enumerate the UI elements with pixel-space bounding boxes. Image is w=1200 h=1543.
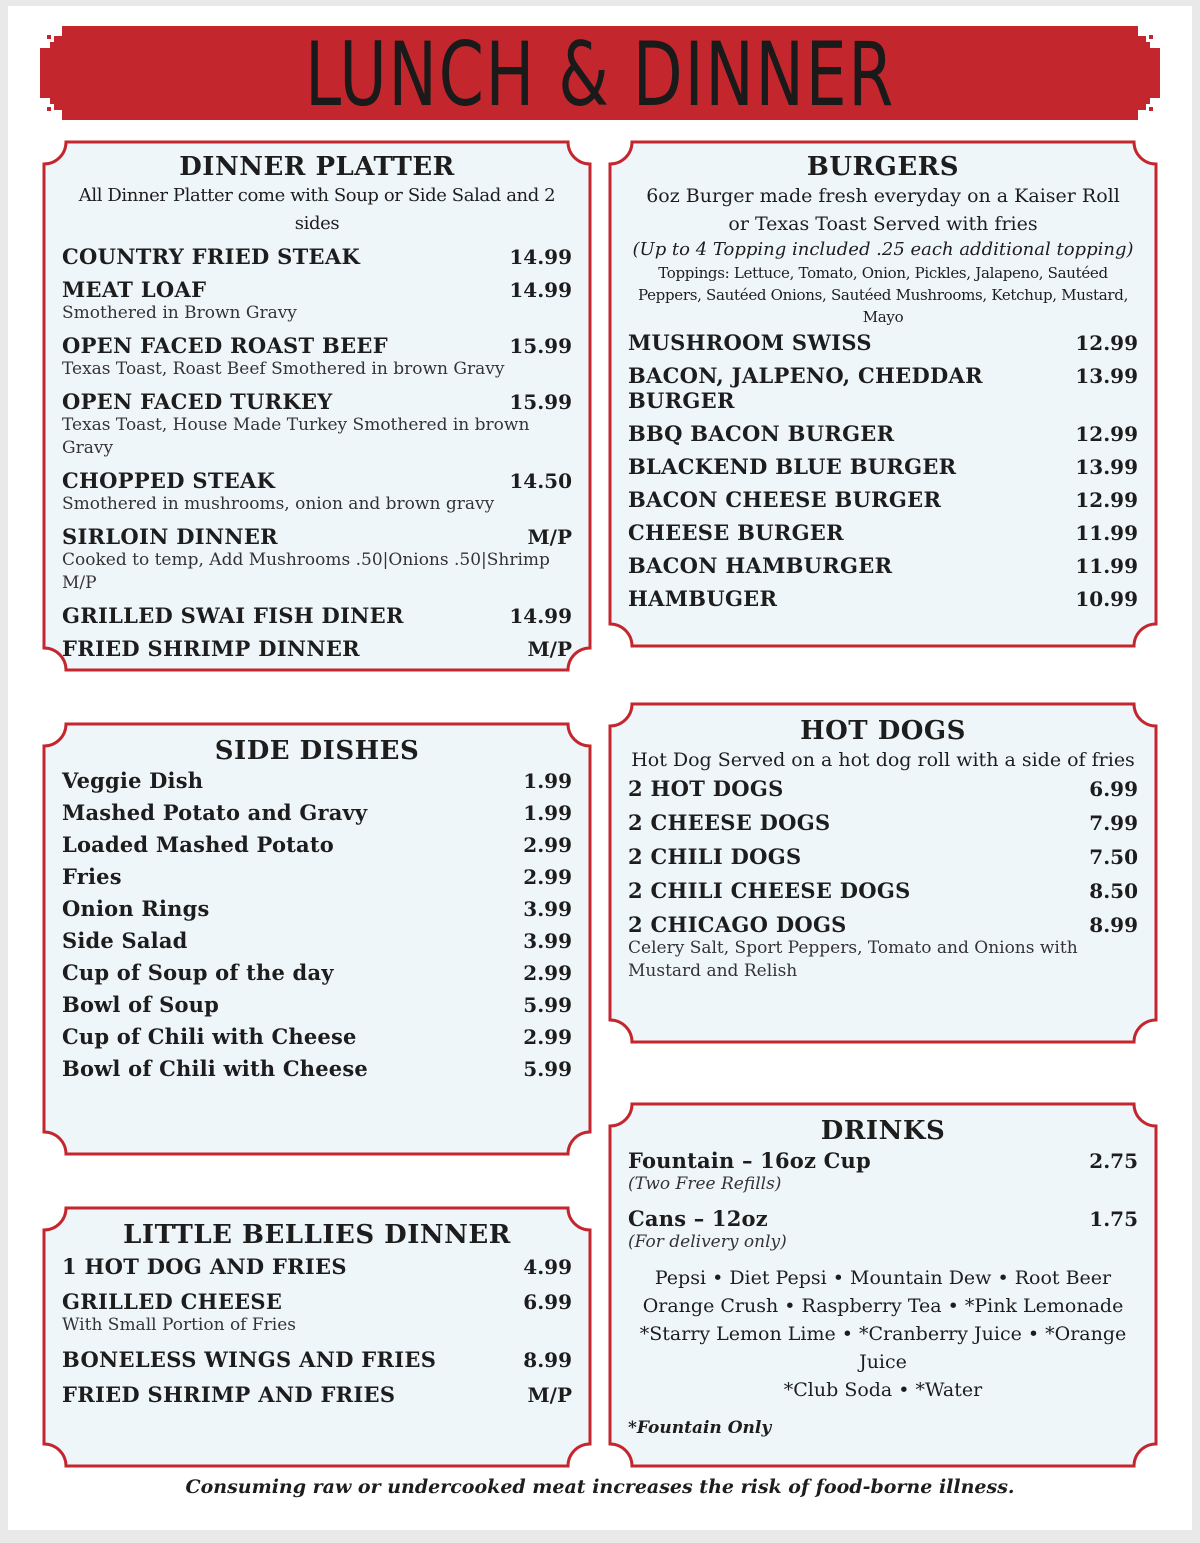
menu-item-name: 2 CHILI CHEESE DOGS xyxy=(628,878,911,903)
menu-item-row xyxy=(62,1056,572,1081)
dinner-platter-list xyxy=(62,244,572,661)
menu-item xyxy=(62,992,572,1017)
menu-item-description: Cooked to temp, Add Mushrooms .50|Onions .50|Shrimp M/P xyxy=(62,550,550,593)
menu-item-name: Fries xyxy=(62,864,122,889)
menu-item-row xyxy=(628,1206,1138,1231)
menu-item-row xyxy=(62,1254,572,1279)
menu-item xyxy=(628,810,1138,835)
menu-item-name: BONELESS WINGS AND FRIES xyxy=(62,1347,437,1372)
drinks-panel xyxy=(608,1102,1158,1468)
menu-item-name: MUSHROOM SWISS xyxy=(628,330,872,355)
menu-item xyxy=(62,832,572,857)
menu-item-price: M/P xyxy=(527,1383,572,1407)
menu-item-row xyxy=(62,832,572,857)
menu-item-name: Bowl of Chili with Cheese xyxy=(62,1056,368,1081)
menu-item-name: GRILLED CHEESE xyxy=(62,1289,283,1314)
menu-item xyxy=(62,524,572,595)
title-banner xyxy=(40,23,1160,126)
menu-item xyxy=(62,864,572,889)
menu-item-price: 7.99 xyxy=(1089,811,1138,835)
menu-item xyxy=(62,896,572,921)
dinner-platter-panel xyxy=(42,140,592,672)
menu-item-name: Cup of Soup of the day xyxy=(62,960,334,985)
menu-item-description: Texas Toast, House Made Turkey Smothered in brown Gravy xyxy=(62,415,530,458)
beverage-list xyxy=(628,1264,1138,1404)
menu-item-row xyxy=(628,454,1138,479)
menu-item xyxy=(62,800,572,825)
burgers-list xyxy=(628,330,1138,611)
menu-item-row xyxy=(628,1148,1138,1173)
burgers-panel xyxy=(608,140,1158,648)
menu-item-name: Cup of Chili with Cheese xyxy=(62,1024,357,1049)
menu-item-name: CHOPPED STEAK xyxy=(62,468,276,493)
menu-item-name: Onion Rings xyxy=(62,896,210,921)
menu-item xyxy=(628,330,1138,355)
menu-item-price: 1.99 xyxy=(523,769,572,793)
menu-item-row xyxy=(62,636,572,661)
menu-item-name: BBQ BACON BURGER xyxy=(628,421,895,446)
menu-item-price: 10.99 xyxy=(1075,587,1138,611)
burgers-intro: 6oz Burger made fresh everyday on a Kaiser Roll or Texas Toast Served with fries xyxy=(646,185,1120,235)
menu-item-price: 2.99 xyxy=(523,961,572,985)
menu-item xyxy=(628,1206,1138,1254)
menu-item xyxy=(62,1254,572,1279)
menu-item-name: Cans – 12oz xyxy=(628,1206,768,1231)
menu-item-name: Mashed Potato and Gravy xyxy=(62,800,368,825)
food-safety-disclaimer: Consuming raw or undercooked meat increases the risk of food-borne illness. xyxy=(185,1476,1015,1498)
menu-item-row xyxy=(62,768,572,793)
menu-item-price: 6.99 xyxy=(523,1290,572,1314)
beverage-line: *Starry Lemon Lime • *Cranberry Juice • *Orange Juice xyxy=(639,1323,1127,1373)
menu-item xyxy=(628,878,1138,903)
menu-item-price: 8.50 xyxy=(1089,879,1138,903)
beverage-line: Pepsi • Diet Pepsi • Mountain Dew • Root Beer xyxy=(654,1267,1112,1289)
beverage-line: Orange Crush • Raspberry Tea • *Pink Lemonade xyxy=(642,1295,1124,1317)
menu-item-name: HAMBUGER xyxy=(628,586,778,611)
menu-item-price: 8.99 xyxy=(1089,913,1138,937)
menu-item-name: FRIED SHRIMP DINNER xyxy=(62,636,360,661)
little-bellies-list xyxy=(62,1254,572,1407)
menu-item-row xyxy=(62,928,572,953)
menu-item-row xyxy=(62,1024,572,1049)
menu-item xyxy=(62,1056,572,1081)
menu-item xyxy=(628,1148,1138,1196)
menu-item-price: 14.50 xyxy=(509,469,572,493)
menu-item-price: 13.99 xyxy=(1075,364,1138,388)
menu-item-name: BLACKEND BLUE BURGER xyxy=(628,454,957,479)
menu-item-price: 2.75 xyxy=(1089,1149,1138,1173)
menu-item-name: Fountain – 16oz Cup xyxy=(628,1148,871,1173)
menu-item-name: BACON, JALPENO, CHEDDAR BURGER xyxy=(628,363,983,413)
menu-item-name: 2 CHICAGO DOGS xyxy=(628,912,847,937)
menu-item-row xyxy=(62,1382,572,1407)
menu-item-row xyxy=(62,277,572,302)
menu-item-description: Smothered in Brown Gravy xyxy=(62,303,297,323)
menu-item-price: 3.99 xyxy=(523,929,572,953)
hot-dogs-panel xyxy=(608,702,1158,1044)
menu-item-price: M/P xyxy=(527,525,572,549)
menu-item-price: 1.75 xyxy=(1089,1207,1138,1231)
menu-item xyxy=(628,421,1138,446)
menu-item-row xyxy=(62,896,572,921)
menu-item xyxy=(62,1289,572,1337)
menu-item-row xyxy=(628,912,1138,937)
menu-item-row xyxy=(628,363,1138,413)
menu-item-name: COUNTRY FRIED STEAK xyxy=(62,244,361,269)
menu-item-name: FRIED SHRIMP AND FRIES xyxy=(62,1382,396,1407)
menu-item-row xyxy=(628,330,1138,355)
menu-item-price: 11.99 xyxy=(1075,521,1138,545)
menu-item-description: Texas Toast, Roast Beef Smothered in brown Gravy xyxy=(62,359,505,379)
menu-item-price: 4.99 xyxy=(523,1255,572,1279)
menu-item-row xyxy=(628,487,1138,512)
menu-item-row xyxy=(628,553,1138,578)
menu-item xyxy=(62,1024,572,1049)
hot-dogs-list xyxy=(628,776,1138,983)
menu-item-price: 12.99 xyxy=(1075,488,1138,512)
menu-item xyxy=(628,844,1138,869)
menu-item-price: 8.99 xyxy=(523,1348,572,1372)
dinner-platter-intro: All Dinner Platter come with Soup or Side Salad and 2 sides xyxy=(78,185,556,234)
menu-item-price: 2.99 xyxy=(523,833,572,857)
menu-item-row xyxy=(62,992,572,1017)
menu-item xyxy=(62,636,572,661)
menu-item-row xyxy=(62,333,572,358)
menu-item-row xyxy=(62,603,572,628)
side-dishes-panel xyxy=(42,722,592,1156)
menu-item xyxy=(62,468,572,516)
menu-item-row xyxy=(62,1347,572,1372)
menu-item xyxy=(628,487,1138,512)
menu-item-row xyxy=(628,878,1138,903)
menu-item-row xyxy=(62,468,572,493)
menu-item xyxy=(62,928,572,953)
side-dishes-title: SIDE DISHES xyxy=(214,736,420,766)
menu-item-price: 2.99 xyxy=(523,1025,572,1049)
menu-item xyxy=(62,277,572,325)
menu-item-name: SIRLOIN DINNER xyxy=(62,524,278,549)
menu-item-price: 2.99 xyxy=(523,865,572,889)
menu-item xyxy=(628,553,1138,578)
fountain-only-note: *Fountain Only xyxy=(628,1418,772,1438)
menu-item-price: 14.99 xyxy=(509,278,572,302)
burgers-topping-note: (Up to 4 Topping included .25 each additional topping) xyxy=(632,239,1134,260)
menu-item-name: OPEN FACED ROAST BEEF xyxy=(62,333,388,358)
menu-item xyxy=(628,454,1138,479)
menu-item-name: MEAT LOAF xyxy=(62,277,207,302)
menu-item-description: (For delivery only) xyxy=(628,1232,787,1252)
menu-item-price: 13.99 xyxy=(1075,455,1138,479)
menu-item-name: BACON CHEESE BURGER xyxy=(628,487,942,512)
menu-item xyxy=(628,776,1138,801)
burgers-title: BURGERS xyxy=(806,152,960,182)
little-bellies-title: LITTLE BELLIES DINNER xyxy=(123,1220,511,1250)
hot-dogs-intro: Hot Dog Served on a hot dog roll with a side of fries xyxy=(631,749,1135,771)
menu-item-row xyxy=(62,389,572,414)
drinks-list xyxy=(628,1148,1138,1254)
burgers-toppings: Toppings: Lettuce, Tomato, Onion, Pickles, Jalapeno, Sautéed Peppers, Sautéed Onions, Sautéed Mushrooms, Ketchup, Mustard, Mayo xyxy=(637,264,1129,326)
menu-item-price: 5.99 xyxy=(523,1057,572,1081)
menu-item-price: 12.99 xyxy=(1075,331,1138,355)
menu-item-price: 15.99 xyxy=(509,334,572,358)
dinner-platter-title: DINNER PLATTER xyxy=(179,152,455,182)
menu-item-row xyxy=(62,244,572,269)
menu-item-row xyxy=(628,520,1138,545)
menu-item-name: CHEESE BURGER xyxy=(628,520,844,545)
menu-item xyxy=(62,768,572,793)
menu-item-name: Bowl of Soup xyxy=(62,992,219,1017)
menu-item-name: Veggie Dish xyxy=(62,768,204,793)
menu-item xyxy=(628,520,1138,545)
menu-item-row xyxy=(628,586,1138,611)
menu-item-row xyxy=(62,524,572,549)
menu-item-row xyxy=(62,800,572,825)
menu-item xyxy=(62,389,572,460)
menu-item-name: 1 HOT DOG AND FRIES xyxy=(62,1254,347,1279)
menu-item xyxy=(628,912,1138,983)
menu-item-price: 11.99 xyxy=(1075,554,1138,578)
menu-item-price: M/P xyxy=(527,637,572,661)
beverage-line: *Club Soda • *Water xyxy=(783,1379,983,1401)
menu-item xyxy=(628,586,1138,611)
menu-item-description: With Small Portion of Fries xyxy=(62,1315,297,1335)
menu-item-price: 3.99 xyxy=(523,897,572,921)
menu-item-name: GRILLED SWAI FISH DINER xyxy=(62,603,404,628)
drinks-title: DRINKS xyxy=(820,1116,946,1146)
side-dishes-list xyxy=(62,768,572,1081)
menu-item-price: 1.99 xyxy=(523,801,572,825)
menu-item-row xyxy=(628,810,1138,835)
menu-item xyxy=(62,1382,572,1407)
menu-item-price: 14.99 xyxy=(509,245,572,269)
menu-item xyxy=(62,603,572,628)
menu-item-price: 6.99 xyxy=(1089,777,1138,801)
page-title: LUNCH & DINNER xyxy=(305,23,895,126)
menu-item-row xyxy=(62,1289,572,1314)
little-bellies-panel xyxy=(42,1206,592,1468)
menu-item-row xyxy=(62,864,572,889)
menu-item-row xyxy=(628,776,1138,801)
menu-item-name: Side Salad xyxy=(62,928,188,953)
menu-item-description: (Two Free Refills) xyxy=(628,1174,782,1194)
menu-item-row xyxy=(628,844,1138,869)
menu-item xyxy=(628,363,1138,413)
hot-dogs-title: HOT DOGS xyxy=(800,716,966,746)
menu-item-row xyxy=(628,421,1138,446)
menu-item-price: 15.99 xyxy=(509,390,572,414)
menu-item-name: 2 CHILI DOGS xyxy=(628,844,802,869)
menu-item-name: 2 HOT DOGS xyxy=(628,776,784,801)
menu-item-name: 2 CHEESE DOGS xyxy=(628,810,831,835)
menu-item-description: Celery Salt, Sport Peppers, Tomato and Onions with Mustard and Relish xyxy=(628,938,1078,981)
menu-item xyxy=(62,244,572,269)
menu-item-row xyxy=(62,960,572,985)
menu-item-name: OPEN FACED TURKEY xyxy=(62,389,333,414)
menu-item xyxy=(62,960,572,985)
menu-item-name: Loaded Mashed Potato xyxy=(62,832,334,857)
menu-item-name: BACON HAMBURGER xyxy=(628,553,893,578)
menu-item-price: 14.99 xyxy=(509,604,572,628)
menu-item-description: Smothered in mushrooms, onion and brown gravy xyxy=(62,494,495,514)
menu-item xyxy=(62,333,572,381)
menu-item xyxy=(62,1347,572,1372)
menu-item-price: 7.50 xyxy=(1089,845,1138,869)
menu-item-price: 12.99 xyxy=(1075,422,1138,446)
menu-item-price: 5.99 xyxy=(523,993,572,1017)
